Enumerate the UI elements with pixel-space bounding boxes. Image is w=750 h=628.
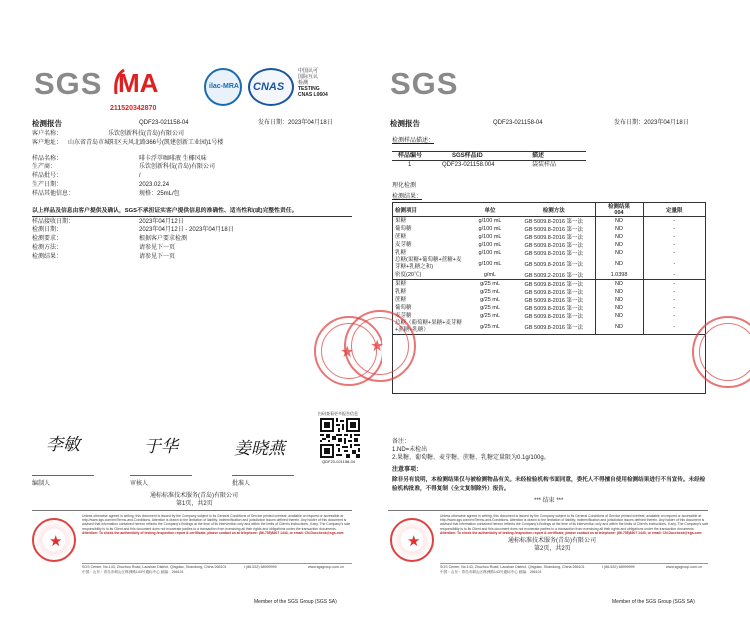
field-label: 检测方法： <box>32 245 63 251</box>
result-unit: g/100 mL <box>478 218 502 224</box>
field-value: 规格：25mL/包 <box>139 191 180 197</box>
result-unit: g/100 mL <box>478 250 502 256</box>
result-method: GB 5009.8-2016 第一法 <box>513 320 595 335</box>
sgs-logo: SGS <box>34 66 103 101</box>
company-name: 通标标准技术服务(青岛)有限公司 <box>508 538 596 544</box>
result-unit: g/mL <box>467 271 513 280</box>
issue-date: 发布日期：2023年04月18日 <box>614 120 689 126</box>
cma-logo <box>110 66 172 112</box>
legal-paragraph: Unless otherwise agreed in writing, this document is issued by the Company subject to its General Conditions of Service printed overleaf, available on request or accessible at http://www.sgs.com/en/Terms-and-Conditions. Attention is drawn to the limitation of liability, indemnification and jurisdiction issues defined therein. Any holder of this document is advised that information contained hereon reflects the Company's findings at the time of its intervention only and within the limits of Client's instructions, if any. The Company's sole responsibility is to its Client and this document does not exonerate parties to a transaction from exercising all their rights and obligations under the transaction documents. <box>82 514 351 531</box>
address-cn: 中国・山东・青岛市崂山区株洲路143号通标中心 邮编：266101 <box>82 570 184 574</box>
result-loq: - <box>643 249 705 257</box>
section-sample-desc: 检测样品描述： <box>392 138 435 144</box>
field-label: 检测日期： <box>32 227 63 233</box>
result-loq: - <box>643 217 705 226</box>
note-line: 1.ND=未检出 <box>392 447 428 453</box>
results-row <box>393 217 705 226</box>
ilac-mra-logo <box>204 68 242 106</box>
results-header <box>595 203 643 217</box>
divider <box>32 475 94 476</box>
divider <box>32 510 352 511</box>
field-value: 乐饮创新科技(青岛)有限公司 <box>139 164 215 170</box>
results-row <box>393 312 705 320</box>
field-value: 2023年04月12日 - 2023年04月18日 <box>139 227 234 233</box>
field-value: 2023.02.24 <box>139 182 170 188</box>
report-number: QDF23-021158-04 <box>493 120 543 126</box>
company-name: 通标标准技术服务(青岛)有限公司 <box>150 493 238 499</box>
result-value: ND <box>595 312 643 320</box>
attention-title: 注意事项： <box>392 467 423 473</box>
signature-role: 审核人 <box>130 481 149 487</box>
results-row <box>393 280 705 289</box>
result-item: 乳糖 <box>395 288 407 295</box>
divider <box>440 563 708 564</box>
result-item: 麦芽糖 <box>395 312 412 319</box>
section-physchem: 理化检测 <box>392 183 417 189</box>
result-value: ND <box>595 225 643 233</box>
result-value: 1.0398 <box>595 271 643 280</box>
disclaimer: 以上样品及信息由客户提供及确认，SGS不承担证实客户提供信息的准确性、适当性和(或)完整性责任。 <box>32 208 298 214</box>
phone: t (86-532) 68999999 <box>602 565 635 569</box>
cma-number: 211520342870 <box>110 105 157 112</box>
result-unit: g/25 mL <box>467 320 513 335</box>
result-method: GB 5009.2-2016 第一法 <box>513 271 595 280</box>
result-loq: - <box>643 296 705 304</box>
sgs-seal-icon: ★ <box>390 518 434 562</box>
results-header: 单位 <box>467 203 513 217</box>
result-loq: - <box>643 280 705 289</box>
result-method: GB 5009.8-2016 第一法 <box>524 290 583 296</box>
sample-info <box>32 155 332 205</box>
end-marker: *** 结束 *** <box>534 498 564 504</box>
signature-role: 批准人 <box>232 481 251 487</box>
sample-cell: 袋装样品 <box>532 162 557 168</box>
svg-text:MA: MA <box>118 68 159 98</box>
divider <box>32 216 352 217</box>
result-value: ND <box>595 280 643 289</box>
result-method: GB 5009.8-2016 第一法 <box>524 219 583 225</box>
test-info <box>32 218 332 263</box>
sample-cell: QDF23-021158.004 <box>442 162 495 168</box>
result-unit: g/100 mL <box>478 234 502 240</box>
result-item: 密度(20℃) <box>393 271 467 280</box>
page-number: 第1页，共2页 <box>176 501 213 507</box>
address-cn: 中国・山东・青岛市崂山区株洲路143号通标中心 邮编：266101 <box>440 570 542 574</box>
legal-paragraph: Unless otherwise agreed in writing, this document is issued by the Company subject to its General Conditions of Service printed overleaf, available on request or accessible at http://www.sgs.com/en/Terms-and-Conditions. Attention is drawn to the limitation of liability, indemnification and jurisdiction issues defined therein. Any holder of this document is advised that information contained hereon reflects the Company's findings at the time of its intervention only and within the limits of Client's instructions, if any. The Company's sole responsibility is to its Client and this document does not exonerate parties to a transaction from exercising all their rights and obligations under the transaction documents. <box>440 514 709 531</box>
field-label: 样品接收日期： <box>32 219 75 225</box>
report-title: 检测报告 <box>32 119 62 128</box>
result-value: ND <box>595 288 643 296</box>
result-value: ND <box>595 217 643 226</box>
result-method: GB 5009.8-2016 第一法 <box>524 251 583 257</box>
notes-title: 备注： <box>392 439 411 445</box>
sgs-seal-icon: ★ <box>32 518 76 562</box>
member-note: Member of the SGS Group (SGS SA) <box>612 599 695 605</box>
address-en: SGS Center, No.143, Zhuzhou Road, Laoshan District, Qingdao, Shandong, China 266101 <box>440 565 585 569</box>
result-item: 葡萄糖 <box>395 225 412 232</box>
issue-date: 发布日期：2023年04月18日 <box>258 120 333 126</box>
result-unit: g/100 mL <box>478 261 502 267</box>
field-label: 客户地址： <box>32 140 63 146</box>
divider <box>82 563 352 564</box>
sample-header: 描述 <box>532 153 545 159</box>
cert-line: 中国认可 <box>298 68 319 74</box>
results-row <box>393 257 705 271</box>
results-row <box>393 225 705 233</box>
results-header: 定量限 <box>643 203 705 217</box>
result-item: 总糖（葡萄糖+果糖+麦芽糖+蔗糖+乳糖） <box>393 320 467 335</box>
result-unit: g/25 mL <box>480 313 500 319</box>
cert-line: TESTING <box>298 86 320 92</box>
field-label: 检测结果： <box>32 254 63 260</box>
field-label: 样品其他信息： <box>32 191 75 197</box>
result-item: 蔗糖 <box>395 296 407 303</box>
qr-caption: 扫码查看更多报告信息 <box>318 411 358 416</box>
sample-cell: 1 <box>408 162 412 168</box>
cert-line: 国际互认 <box>298 74 319 80</box>
result-value: ND <box>595 296 643 304</box>
cnas-label: CNAS <box>253 81 285 93</box>
result-unit: g/25 mL <box>480 297 500 303</box>
contact-block <box>244 565 277 570</box>
sample-header: SGS样品ID <box>452 153 483 159</box>
field-label: 检测要求： <box>32 236 63 242</box>
cnas-cert-text <box>298 68 328 98</box>
signature-2: 于华 <box>144 437 178 457</box>
result-item: 果糖 <box>395 217 407 224</box>
result-method: GB 5009.8-2016 第一法 <box>524 262 583 268</box>
field-label: 样品名称： <box>32 156 63 162</box>
qr-code-number: QDF23-021158-04 <box>322 459 356 464</box>
result-loq: - <box>643 312 705 320</box>
legal-text <box>440 514 710 562</box>
sample-header: 样品编号 <box>398 153 423 159</box>
result-method: GB 5009.8-2016 第一法 <box>524 282 583 288</box>
signature-1: 李敏 <box>46 435 80 455</box>
sgs-logo: SGS <box>390 66 459 101</box>
address-en: SGS Center, No.143, Zhuzhou Road, Laoshan District, Qingdao, Shandong, China 266101 <box>82 565 227 569</box>
field-value: 山东省青岛市城阳区天风北路366号(凯建创新工业园)1号楼 <box>68 140 224 146</box>
field-label: 生产日期： <box>32 182 63 188</box>
result-item: 蔗糖 <box>395 233 407 240</box>
result-value: ND <box>595 304 643 312</box>
results-header-text: 检测结果 <box>607 204 630 210</box>
legal-text <box>82 514 354 562</box>
qr-code-icon <box>320 418 360 458</box>
section-results: 检测结果： <box>392 194 423 200</box>
result-method: GB 5009.8-2016 第一法 <box>524 243 583 249</box>
result-method: GB 5009.8-2016 第一法 <box>524 314 583 320</box>
result-item: 乳糖 <box>395 249 407 256</box>
results-row <box>393 304 705 312</box>
result-item: 麦芽糖 <box>395 241 412 248</box>
field-value: 啡卡浮萃咖啡液 生椰风味 <box>139 156 207 162</box>
cert-line: CNAS L0604 <box>298 92 328 98</box>
report-title: 检测报告 <box>390 119 420 128</box>
result-method: GB 5009.8-2016 第一法 <box>524 298 583 304</box>
result-loq: - <box>643 320 705 335</box>
result-item: 葡萄糖 <box>395 304 412 311</box>
field-label: 生产商： <box>32 164 57 170</box>
website: www.sgsgroup.com.cn <box>666 565 702 569</box>
result-value: ND <box>595 257 643 271</box>
results-row <box>393 320 705 335</box>
page-number: 第2页，共2页 <box>534 546 571 552</box>
field-label: 客户名称： <box>32 131 63 137</box>
result-loq: - <box>643 233 705 241</box>
result-item: 果糖 <box>395 280 407 287</box>
divider <box>130 475 192 476</box>
result-value: ND <box>595 233 643 241</box>
result-value: ND <box>595 241 643 249</box>
report-page-1 <box>26 52 372 612</box>
address-block <box>440 565 584 575</box>
results-row <box>393 296 705 304</box>
result-method: GB 5009.8-2016 第一法 <box>524 306 583 312</box>
field-label: 样品批号： <box>32 173 63 179</box>
result-unit: g/25 mL <box>480 281 500 287</box>
official-stamp-ring <box>699 323 750 381</box>
results-table <box>392 202 706 394</box>
results-row <box>393 271 705 280</box>
phone: t (86-532) 68999999 <box>244 565 277 569</box>
report-number: QDF23-021158-04 <box>139 120 189 126</box>
field-value: 2023年04月12日 <box>139 219 184 225</box>
result-item: 总糖(果糖+葡萄糖+蔗糖+麦芽糖+乳糖之和) <box>395 257 462 270</box>
legal-attention: Attention: To check the authenticity of testing /inspection report & certificate, please contact us at telephone: (86-755)8307 1443, or email: CN.Doccheck@sgs.com <box>82 530 344 535</box>
results-row <box>393 249 705 257</box>
result-value: ND <box>595 249 643 257</box>
result-value: ND <box>595 320 643 335</box>
field-value: 乐饮创新科技(青岛)有限公司 <box>108 131 184 137</box>
legal-attention: Attention: To check the authenticity of testing /inspection report & certificate, please contact us at telephone: (86-755)8307 1443, or email: CN.Doccheck@sgs.com <box>440 530 702 535</box>
member-note: Member of the SGS Group (SGS SA) <box>254 599 337 605</box>
result-loq: - <box>643 241 705 249</box>
result-unit: g/100 mL <box>478 226 502 232</box>
results-subheader: 004 <box>614 210 624 216</box>
stamp-star-icon: ★ <box>370 338 385 355</box>
results-row <box>393 233 705 241</box>
cert-line: 检测 <box>298 80 309 86</box>
ilac-label: ilac-MRA <box>209 83 239 90</box>
results-header: 检测项目 <box>393 203 467 217</box>
results-row <box>393 288 705 296</box>
report-page-2 <box>370 52 728 612</box>
result-method: GB 5009.8-2016 第一法 <box>524 235 583 241</box>
attention-text: 除非另有说明，本检测结果仅与被检测物品有关。未经检验机构书面同意，委托人不得擅自使用检测结果进行不当宣传。未经检验机构批准，不得复制（全文复制除外）报告。 <box>392 477 706 492</box>
result-loq: - <box>643 288 705 296</box>
result-loq: - <box>643 257 705 271</box>
result-unit: g/100 mL <box>478 242 502 248</box>
note-line: 2.果糖、葡萄糖、麦芽糖、蔗糖、乳糖定量限为0.1g/100g。 <box>392 455 550 461</box>
website: www.sgsgroup.com.cn <box>308 565 344 569</box>
cnas-logo <box>248 68 294 106</box>
result-loq: - <box>643 271 705 280</box>
result-unit: g/25 mL <box>480 305 500 311</box>
signature-role: 编制人 <box>32 481 51 487</box>
divider <box>388 510 708 511</box>
result-loq: - <box>643 304 705 312</box>
results-row <box>393 241 705 249</box>
divider <box>232 475 294 476</box>
result-unit: g/25 mL <box>480 289 500 295</box>
results-header: 检测方法 <box>513 203 595 217</box>
result-loq: - <box>643 225 705 233</box>
signature-3: 姜晓燕 <box>234 439 285 459</box>
field-value: 根据客户要求检测 <box>139 236 188 242</box>
field-value: / <box>139 173 141 179</box>
stamp-star-icon: ★ <box>340 344 355 361</box>
field-value: 请参见下一页 <box>139 245 176 251</box>
address-block <box>82 565 226 575</box>
result-method: GB 5009.8-2016 第一法 <box>524 227 583 233</box>
field-value: 请参见下一页 <box>139 254 176 260</box>
